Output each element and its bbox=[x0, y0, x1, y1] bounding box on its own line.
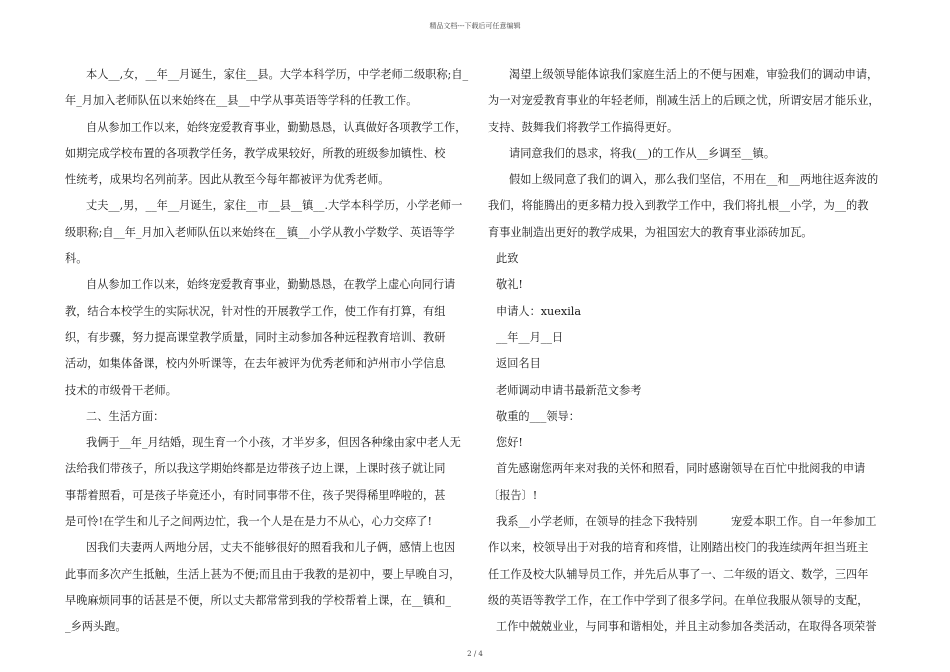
left-column-line: 早晚麻烦同事的话甚是不便，所以丈夫都常常到我的学校帮着上课，在__镇和_ bbox=[65, 593, 451, 607]
right-column-line: 申请人：xuexila bbox=[496, 304, 582, 318]
right-column-line: 老师调动申请书最新范文参考 bbox=[496, 383, 642, 397]
left-column-line: 自从参加工作以来，始终宠爱教育事业，勤勤恳恳，在教学上虚心向同行请 bbox=[86, 278, 456, 292]
left-column bbox=[65, 62, 469, 641]
left-column-line: _乡两头跑。 bbox=[65, 620, 127, 634]
left-column-line: 我俩于__年_月结婚，现生育一个小孩，才半岁多，但因各种缘由家中老人无 bbox=[86, 436, 461, 450]
right-column-line: 首先感谢您两年来对我的关怀和照看，同时感谢领导在百忙中批阅我的申请 bbox=[496, 462, 866, 476]
left-column-line: 科。 bbox=[65, 252, 88, 266]
right-column-line: 渴望上级领导能体谅我们家庭生活上的不便与困难，审验我们的调动申请， bbox=[509, 68, 879, 81]
left-column-line: 因我们夫妻两人两地分居，丈夫不能够很好的照看我和儿子俩，感情上也因 bbox=[86, 541, 456, 555]
left-column-line: 织，有步骤，努力提高课堂教学质量，同时主动参加各种远程教育培训、教研 bbox=[65, 330, 446, 344]
right-column-line: 为一对宠爱教育事业的年轻老师，削减生活上的后顾之忧，所谓安居才能乐业， bbox=[488, 94, 880, 108]
right-column-line: 敬礼! bbox=[496, 278, 523, 292]
right-column-line: 此致 bbox=[496, 252, 519, 266]
left-column-line: 法给我们带孩子，所以我这学期始终都是边带孩子边上课，上课时孩子就让同 bbox=[65, 462, 446, 476]
right-column-line: 工作中兢兢业业，与同事和谐相处，并且主动参加各类活动，在取得各项荣誉 bbox=[496, 620, 877, 634]
right-column bbox=[488, 62, 880, 641]
left-column-line: 教，结合本校学生的实际状况，针对性的开展教学工作，使工作有打算，有组 bbox=[65, 304, 446, 318]
left-column-line: 活动，如集体备课，校内外听课等，在去年被评为优秀老师和泸州市小学信息 bbox=[65, 357, 446, 371]
right-column-line: 我系__小学老师，在领导的挂念下我特别 宠爱本职工作。自一年参加工 bbox=[496, 515, 877, 529]
left-column-line: 事帮着照看，可是孩子毕竟还小，有时同事带不住，孩子哭得稀里哗啦的，甚 bbox=[65, 488, 446, 502]
right-column-line: 〔报告〕! bbox=[488, 488, 538, 502]
left-column-line: 是可怜!在学生和儿子之间两边忙，我一个人是在是力不从心，心力交瘁了! bbox=[65, 515, 432, 529]
left-column-line: 如期完成学校布置的各项教学任务，教学成果较好，所教的班级参加镇性、校 bbox=[65, 146, 446, 160]
right-column-line: 假如上级同意了我们的调入，那么我们坚信，不用在__和__两地往返奔波的 bbox=[509, 173, 879, 187]
right-column-line: 您好! bbox=[496, 436, 523, 450]
right-column-line: 请同意我们的恳求，将我(__)的工作从__乡调至__镇。 bbox=[509, 146, 776, 160]
right-column-line: 我们，将能腾出的更多精力投入到教学工作中，我们将扎根__小学，为__的教 bbox=[488, 199, 869, 213]
left-column-line: 本人__,女，__年__月诞生，家住__县。大学本科学历，中学老师二级职称;自_ bbox=[86, 68, 469, 81]
left-column-line: 自从参加工作以来，始终宠爱教育事业，勤勤恳恳，认真做好各项教学工作， bbox=[86, 120, 467, 134]
right-column-line: 育事业制造出更好的教学成果，为祖国宏大的教育事业添砖加瓦。 bbox=[488, 225, 813, 239]
left-column-line: 此事而多次产生抵触，生活上甚为不便;而且由于我教的是初中，要上早晚自习， bbox=[65, 567, 461, 581]
right-column-line: 敬重的___领导： bbox=[496, 409, 580, 423]
right-column-line: __年__月__日 bbox=[496, 330, 564, 344]
left-column-line: 丈夫__,男，__年__月诞生，家住__市__县__镇__.大学本科学历，小学老师一 bbox=[86, 199, 463, 213]
left-column-line: 技术的市级骨干老师。 bbox=[65, 383, 177, 397]
left-column-line: 级职称;自__年_月加入老师队伍以来始终在__镇__小学从教小学数学、英语等学 bbox=[65, 225, 455, 239]
page-number: 2 / 4 bbox=[467, 650, 483, 658]
right-column-line: 级的英语等教学工作，在工作中学到了很多学问。在单位我服从领导的支配， bbox=[488, 593, 869, 607]
left-column-line: 二、生活方面： bbox=[86, 409, 165, 423]
right-column-line: 任工作及校大队辅导员工作，并先后从事了一、二年级的语文、数学，三四年 bbox=[488, 567, 869, 581]
right-column-line: 支持、鼓舞我们将教学工作搞得更好。 bbox=[488, 120, 679, 134]
left-column-line: 性统考，成果均名列前茅。因此从教至今每年都被评为优秀老师。 bbox=[65, 173, 390, 187]
page-header: 精品文档---下载后可任意编辑 bbox=[429, 22, 521, 30]
right-column-line: 返回名目 bbox=[496, 357, 541, 371]
right-column-line: 作以来，校领导出于对我的培育和疼惜，让刚踏出校门的我连续两年担当班主 bbox=[488, 541, 869, 555]
left-column-line: 年_月加入老师队伍以来始终在__县__中学从事英语等学科的任教工作。 bbox=[65, 94, 418, 108]
